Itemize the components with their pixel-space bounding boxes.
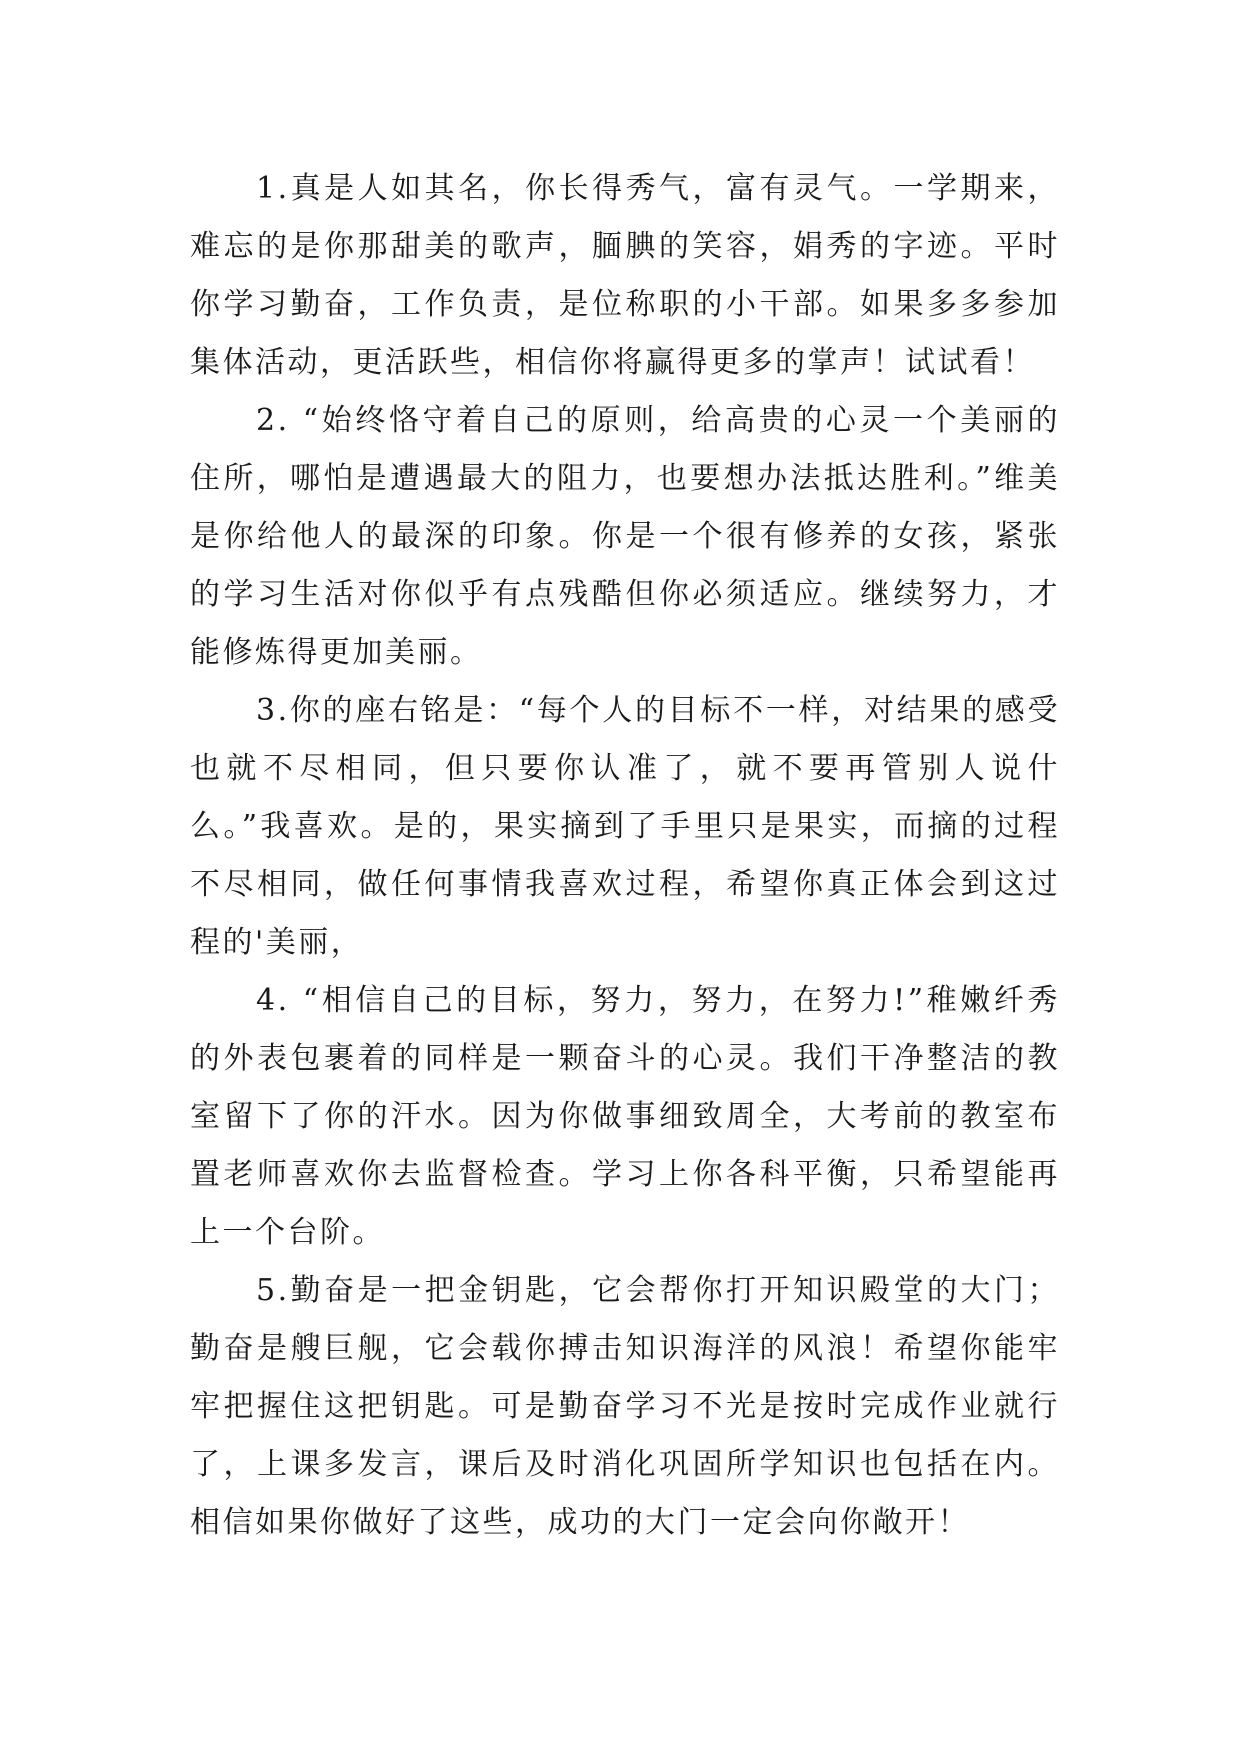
comment-paragraph-4: 4. “相信自己的目标，努力，努力，在努力!”稚嫩纤秀的外表包裹着的同样是一颗奋斗的心灵。我们干净整洁的教室留下了你的汗水。因为你做事细致周全，大考前的教室布置老师喜欢你去监督检查。学习上你各科平衡，只希望能再上一个台阶。 bbox=[190, 983, 1060, 1250]
comment-paragraph-2: 2. “始终恪守着自己的原则，给高贵的心灵一个美丽的住所，哪怕是遭遇最大的阻力，也要想办法抵达胜利。”维美是你给他人的最深的印象。你是一个很有修养的女孩，紧张的学习生活对你似乎有点残酷但你必须适应。继续努力，才能修炼得更加美丽。 bbox=[190, 403, 1060, 670]
document-body bbox=[190, 160, 1060, 1552]
comment-paragraph-3: 3.你的座右铭是：“每个人的目标不一样，对结果的感受也就不尽相同，但只要你认准了，就不要再管别人说什么。”我喜欢。是的，果实摘到了手里只是果实，而摘的过程不尽相同，做任何事情我喜欢过程，希望你真正体会到这过程的'美丽， bbox=[190, 693, 1060, 960]
comment-paragraph-5: 5.勤奋是一把金钥匙，它会帮你打开知识殿堂的大门；勤奋是艘巨舰，它会载你搏击知识海洋的风浪！希望你能牢牢把握住这把钥匙。可是勤奋学习不光是按时完成作业就行了，上课多发言，课后及时消化巩固所学知识也包括在内。相信如果你做好了这些，成功的大门一定会向你敞开！ bbox=[190, 1273, 1060, 1540]
comment-paragraph-1: 1.真是人如其名，你长得秀气，富有灵气。一学期来，难忘的是你那甜美的歌声，腼腆的笑容，娟秀的字迹。平时你学习勤奋，工作负责，是位称职的小干部。如果多多参加集体活动，更活跃些，相信你将赢得更多的掌声！试试看！ bbox=[190, 171, 1060, 380]
